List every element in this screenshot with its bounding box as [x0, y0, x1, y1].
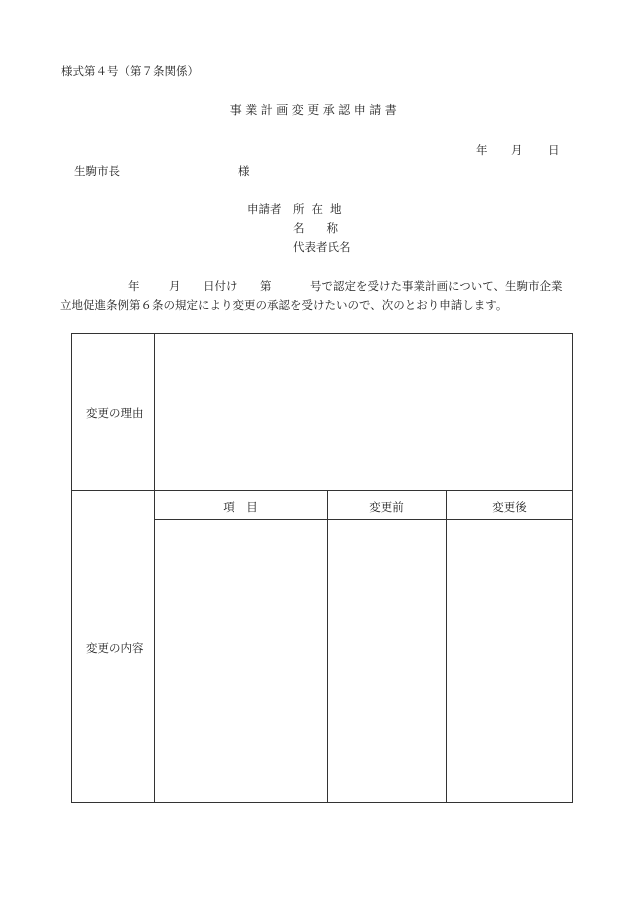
change-reason-label: 変更の理由 — [86, 406, 144, 420]
addressee: 生駒市長 — [74, 164, 120, 178]
form-number-label: 様式第４号（第７条関係） — [61, 64, 199, 78]
date-month-label: 月 — [511, 143, 523, 157]
body-line-2: 立地促進条例第６条の規定により変更の承認を受けたいので、次のとおり申請します。 — [60, 298, 508, 312]
body-number-prefix: 第 — [260, 279, 272, 293]
body-dated-label: 日付け — [203, 279, 238, 293]
applicant-label: 申請者 — [247, 202, 282, 216]
body-month-label: 月 — [169, 279, 181, 293]
applicant-representative-label: 代表者氏名 — [293, 240, 351, 254]
applicant-address-label: 所在地 — [293, 202, 349, 216]
body-line-1-text: 号で認定を受けた事業計画について、生駒市企業 — [310, 279, 563, 293]
honorific: 様 — [238, 164, 250, 178]
body-year-label: 年 — [128, 279, 140, 293]
document-title: 事業計画変更承認申請書 — [229, 103, 401, 117]
column-header-before: 変更前 — [369, 500, 404, 514]
change-content-label: 変更の内容 — [86, 641, 144, 655]
column-header-item: 項 目 — [223, 500, 258, 514]
applicant-name-label: 名称 — [293, 221, 360, 235]
date-year-label: 年 — [476, 143, 488, 157]
column-header-after: 変更後 — [492, 500, 527, 514]
date-day-label: 日 — [548, 143, 560, 157]
